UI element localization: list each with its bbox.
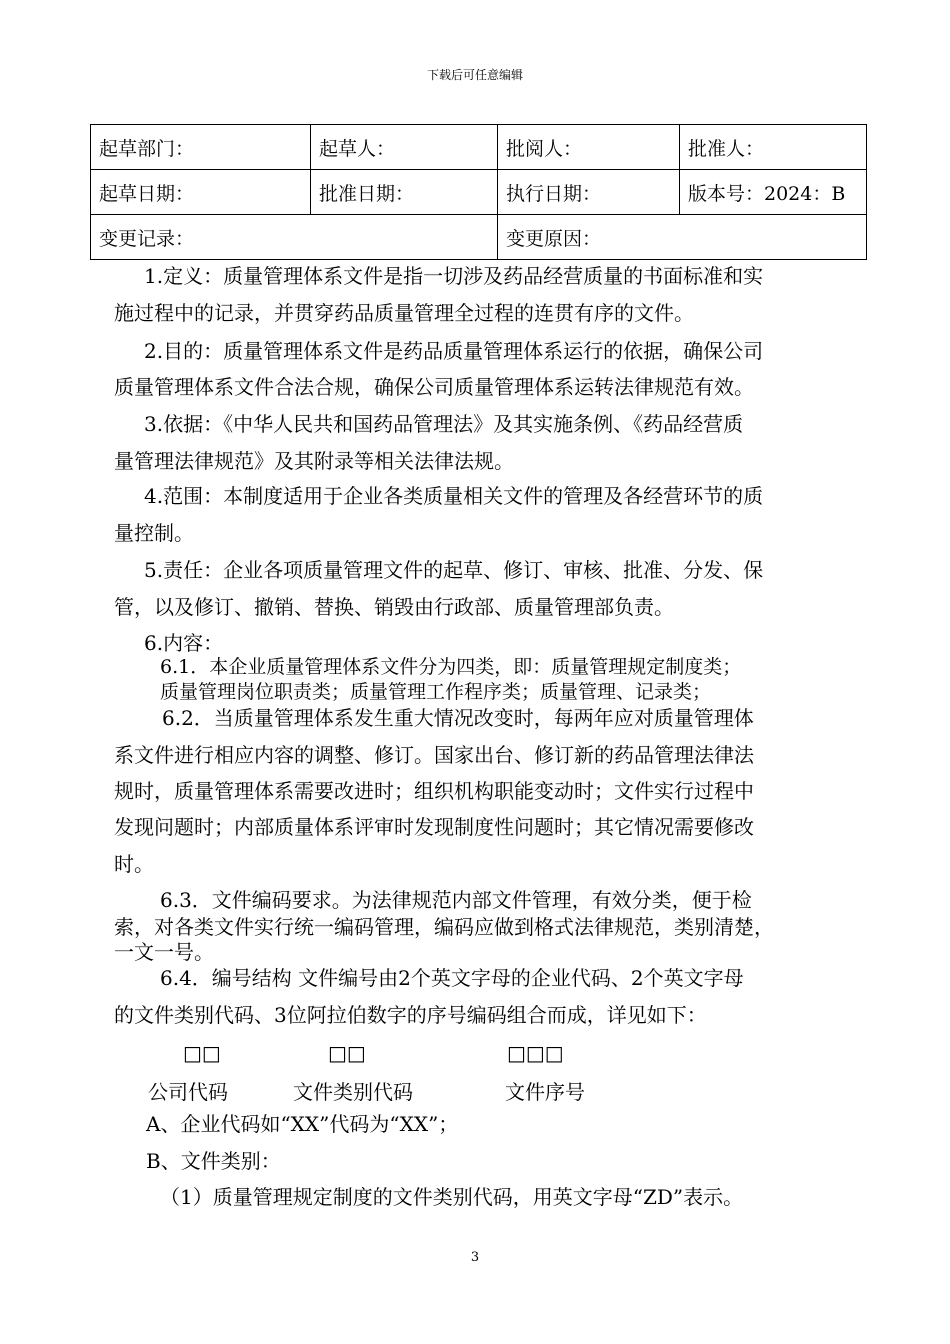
body-line: 4.范围：本制度适用于企业各类质量相关文件的管理及各经营环节的质: [144, 484, 764, 508]
meta-cell-approver: 批准人：: [680, 125, 867, 170]
category-code-boxes: □□: [328, 1041, 366, 1065]
body-line: 2.目的：质量管理体系文件是药品质量管理体系运行的依据，确保公司: [144, 339, 764, 363]
body-line: 6.1．本企业质量管理体系文件分为四类，即：质量管理规定制度类；: [160, 656, 742, 678]
body-line: （1）质量管理规定制度的文件类别代码，用英文字母“ZD”表示。: [160, 1185, 744, 1209]
meta-cell-approval-date: 批准日期：: [311, 170, 498, 215]
sequence-code-boxes: □□□: [507, 1041, 564, 1065]
body-line: 管，以及修订、撤销、替换、销毁由行政部、质量管理部负责。: [114, 595, 674, 619]
body-line: 发现问题时；内部质量体系评审时发现制度性问题时；其它情况需要修改: [114, 815, 754, 839]
body-line: 6.3．文件编码要求。为法律规范内部文件管理，有效分类，便于检: [160, 888, 752, 912]
company-code-label: 公司代码: [148, 1080, 228, 1104]
body-line: B、文件类别：: [146, 1149, 281, 1173]
body-line: 质量管理岗位职责类；质量管理工作程序类；质量管理、记录类；: [160, 681, 712, 703]
body-line: 1.定义：质量管理体系文件是指一切涉及药品经营质量的书面标准和实: [144, 264, 764, 288]
company-code-boxes: □□: [183, 1041, 221, 1065]
meta-row: [91, 125, 867, 170]
meta-cell-effective-date: 执行日期：: [498, 170, 680, 215]
page-number: 3: [470, 1250, 480, 1265]
meta-cell-version: 版本号：2024：B: [680, 170, 867, 215]
body-line: 6.2．当质量管理体系发生重大情况改变时，每两年应对质量管理体: [162, 706, 754, 730]
sequence-code-label: 文件序号: [505, 1080, 585, 1104]
body-line: 量控制。: [114, 521, 194, 545]
meta-row: [91, 170, 867, 215]
meta-cell-change-record: 变更记录：: [91, 215, 498, 260]
body-line: 量管理法律规范》及其附录等相关法律法规。: [114, 449, 514, 473]
meta-cell-drafting-date: 起草日期：: [91, 170, 311, 215]
meta-cell-change-reason: 变更原因：: [498, 215, 867, 260]
meta-cell-reviewer: 批阅人：: [498, 125, 680, 170]
body-line: 规时，质量管理体系需要改进时；组织机构职能变动时；文件实行过程中: [114, 779, 754, 803]
body-line: 5.责任：企业各项质量管理文件的起草、修订、审核、批准、分发、保: [144, 558, 764, 582]
body-line: 的文件类别代码、3位阿拉伯数字的序号编码组合而成，详见如下：: [114, 1003, 707, 1027]
header-note: 下载后可任意编辑: [426, 68, 523, 82]
meta-cell-drafting-dept: 起草部门：: [91, 125, 311, 170]
body-line: 一文一号。: [114, 940, 214, 964]
body-line: 施过程中的记录，并贯穿药品质量管理全过程的连贯有序的文件。: [114, 301, 694, 325]
document-meta-table: [90, 124, 867, 260]
body-line: 6.内容：: [144, 631, 224, 655]
body-line: 3.依据：《中华人民共和国药品管理法》及其实施条例、《药品经营质: [144, 412, 744, 436]
body-line: 6.4．编号结构 文件编号由2个英文字母的企业代码、2个英文字母: [160, 966, 744, 990]
meta-row: [91, 215, 867, 260]
body-line: 索，对各类文件实行统一编码管理，编码应做到格式法律规范，类别清楚，: [114, 915, 774, 939]
body-line: 质量管理体系文件合法合规，确保公司质量管理体系运转法律规范有效。: [114, 375, 754, 399]
meta-cell-drafter: 起草人：: [311, 125, 498, 170]
body-line: A、企业代码如“XX”代码为“XX”；: [146, 1112, 459, 1136]
category-code-label: 文件类别代码: [293, 1080, 413, 1104]
body-line: 系文件进行相应内容的调整、修订。国家出台、修订新的药品管理法律法: [114, 743, 754, 767]
body-line: 时。: [114, 852, 154, 876]
